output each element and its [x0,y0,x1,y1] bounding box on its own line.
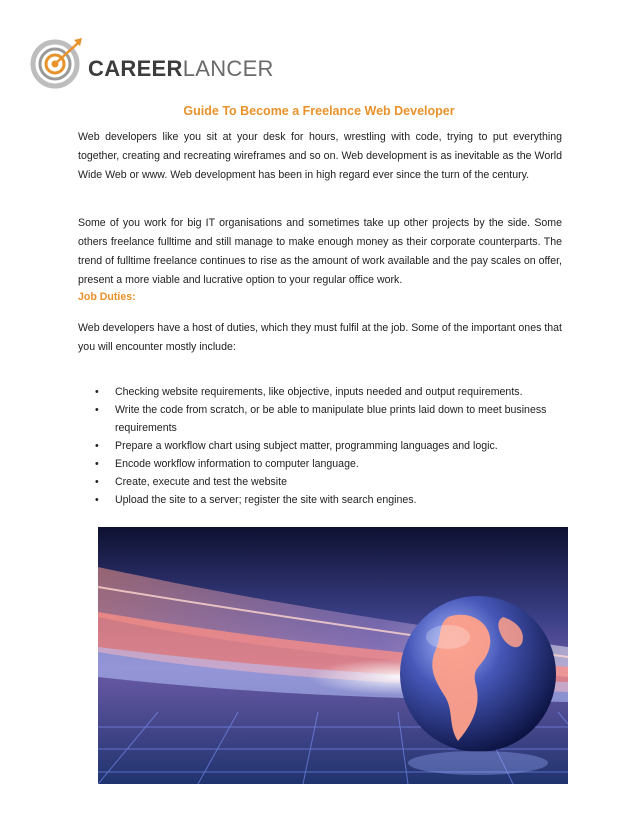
bullet-icon: • [95,458,99,470]
list-item-text: Prepare a workflow chart using subject matter, programming languages and logic. [115,440,498,452]
bullet-icon: • [95,494,99,506]
intro-paragraph-2: Some of you work for big IT organisations and sometimes take up other projects by the side. Some others freelance fulltime and still manage to make enough money as their corporate counterparts. The trend of fulltime freelance continues to rise as the amount of work available and the pay scales on offer, present a more viable and lucrative option to your regular office work. [78,217,562,286]
brand-part-2: LANCER [182,56,274,81]
globe-illustration [98,527,568,784]
bullet-icon: • [95,404,99,416]
job-duties-list [93,383,563,509]
brand-part-1: CAREER [88,56,183,81]
bullet-icon: • [95,440,99,452]
careerlancer-logo [30,34,274,94]
list-item [93,383,563,401]
intro-paragraph-1: Web developers like you sit at your desk for hours, wrestling with code, trying to put everything together, creating and recreating wireframes and so on. Web development is as inevitable as the World Wide Web or www. Web development has been in high regard ever since the turn of the century. [78,131,562,181]
bullet-icon: • [95,386,99,398]
job-duties-heading: Job Duties: [78,291,136,303]
list-item [93,437,563,455]
list-item [93,401,563,437]
list-item-text: Checking website requirements, like objective, inputs needed and output requirements. [115,386,523,398]
list-item-text: Write the code from scratch, or be able to manipulate blue prints laid down to meet business requirements [115,404,547,434]
list-item-text: Encode workflow information to computer language. [115,458,359,470]
list-item [93,473,563,491]
page-title: Guide To Become a Freelance Web Developer [183,104,455,118]
list-item [93,455,563,473]
list-item [93,491,563,509]
globe-scene-image [98,527,568,784]
list-item-text: Create, execute and test the website [115,476,287,488]
brand-name [88,56,274,82]
bullet-icon: • [95,476,99,488]
job-duties-intro: Web developers have a host of duties, which they must fulfil at the job. Some of the important ones that you will encounter mostly include: [78,322,562,353]
target-arrow-icon [30,34,90,94]
list-item-text: Upload the site to a server; register the site with search engines. [115,494,417,506]
